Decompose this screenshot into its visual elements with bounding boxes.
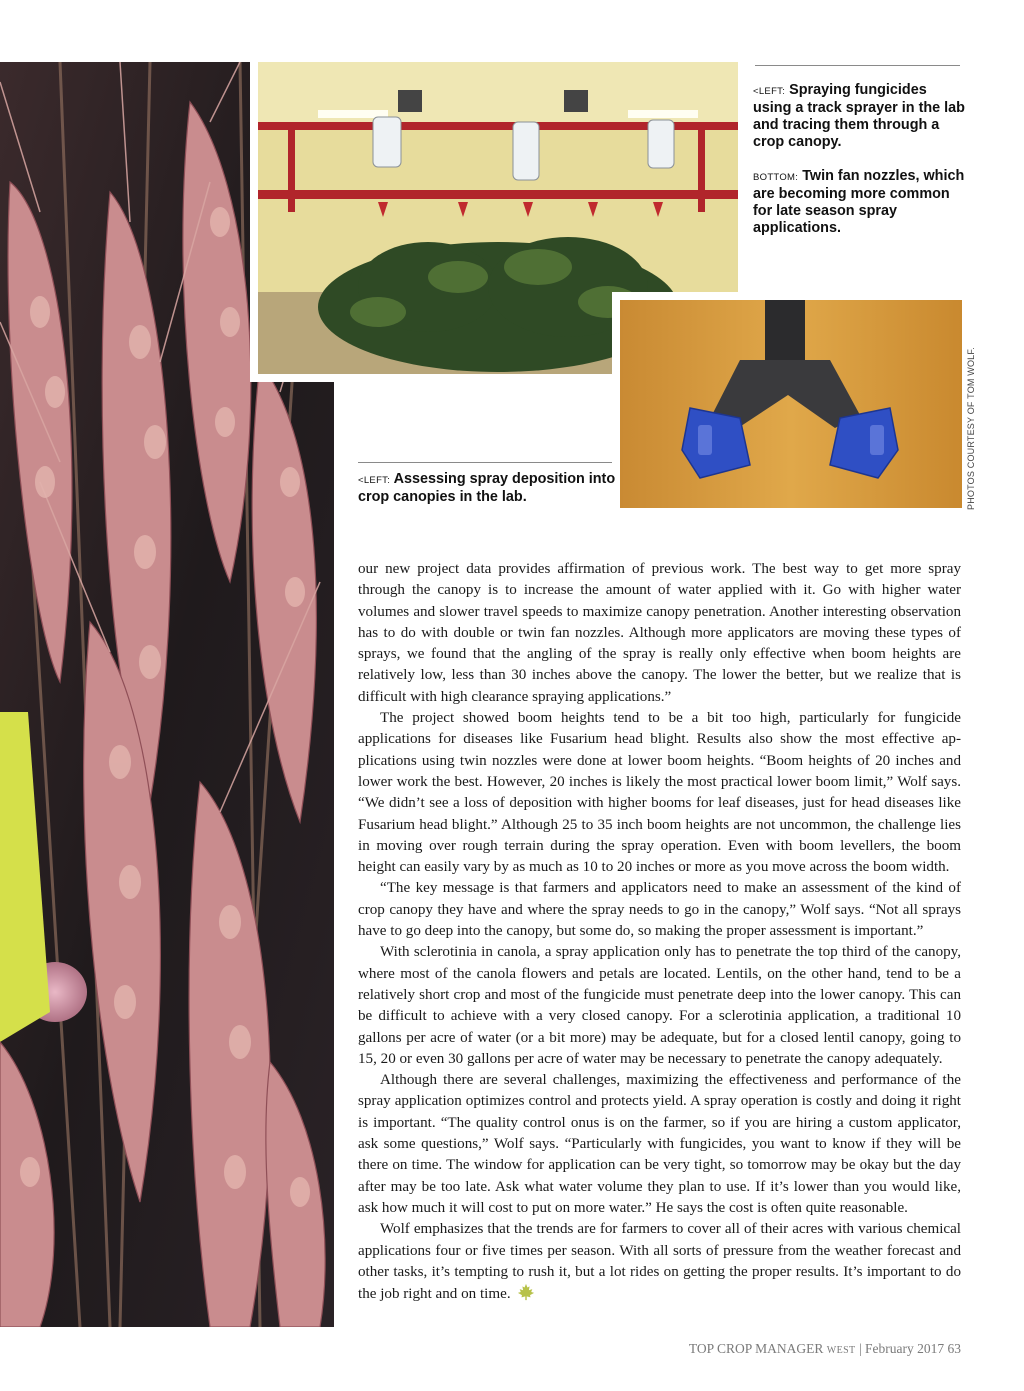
caption-rule xyxy=(755,65,960,66)
page-number: 63 xyxy=(947,1341,961,1356)
caption-bottom xyxy=(753,168,968,237)
issue-date: | February 2017 xyxy=(858,1341,945,1356)
photo-frame xyxy=(250,374,615,382)
article-paragraph: “The key message is that farmers and applicators need to make an assessment of the kind of crop canopy they have and where the spray needs to go in the canopy,” Wolf says. “Not all sprays have to go deep into the canopy, but some do, so making the proper assessment is important.” xyxy=(358,880,961,940)
article-paragraph: Although there are several challenges, maximizing the effectiveness and performance of the spray application optimizes control and protects yield. A spray operation is costly and doing it right is important. “The quality control onus is on the farmer, so if you are hiring a custom applicator, ask some questions,” Wolf says. “Particularly with fungicides, you want to know if they will be there on time. The window for application can be very tight, so tomorrow may be okay but the day after may be too late. Ask what water volume they plan to use. If it’s lower than you would like, ask how much it will cost to put on more water.” He says the cost is often quite reasonable. xyxy=(358,1072,961,1216)
caption-rule xyxy=(358,462,612,463)
caption-lower-left xyxy=(358,471,618,506)
caption-text: Spraying fungicides using a track sprayer in the lab and tracing them through a crop canopy. xyxy=(753,82,965,150)
caption-text: Twin fan nozzles, which are becoming more common for late season spray applications. xyxy=(753,168,965,236)
article-paragraph: our new project data provides affirmation of previous work. The best way to get more spray through the canopy is to increase the amount of water applied with it. Go with higher water volumes and slower travel speeds to maximize canopy penetration. Another interesting observation has to do with double or twin fan nozzles. Although more applicators are moving these types of sprays, we found that the angling of the spray is really only effective when boom heights are relatively low, less than 30 inches above the canopy. The lower the better, but we realize that is difficult with high clearance spraying applications.” xyxy=(358,561,961,705)
caption-text: Assessing spray deposition into crop canopies in the lab. xyxy=(358,471,616,505)
photo-credit: PHOTOS COURTESY OF TOM WOLF. xyxy=(966,347,976,510)
page-footer xyxy=(689,1341,961,1357)
article-paragraph-last xyxy=(358,1219,961,1305)
caption-group-right xyxy=(753,82,968,254)
twin-fan-nozzle-photo xyxy=(620,300,962,508)
maple-leaf-icon xyxy=(517,1283,535,1301)
article-body xyxy=(358,559,961,1305)
publication-name: TOP CROP MANAGER xyxy=(688,1341,824,1356)
caption-tag: BOTTOM: xyxy=(753,172,799,183)
article-paragraph: With sclerotinia in canola, a spray application only has to penetrate the top third of the canopy, where most of the canola flowers and petals are located. Lentils, on the other hand, tend to be a relatively short crop and most of the fungicide must penetrate deep into the lower canopy. This can be difficult to achieve with a very closed canopy. For a sclerotinia application, a traditional 10 gallons per acre of water (or a bit more) may be adequate, but for a closed lentil canopy, going to 15, 20 or even 30 gallons per acre of water may be necessary to penetrate the canopy adequately. xyxy=(358,944,961,1067)
article-paragraph-text: Wolf emphasizes that the trends are for farmers to cover all of their acres with various chemical applications four or five times per season. With all sorts of pressure from the weather forecast and other tasks, it’s tempting to rush it, but a lot rides on getting the proper results. It’s important to do the job right and on time. xyxy=(358,1221,961,1303)
article-paragraph: The project showed boom heights tend to be a bit too high, particularly for fungicide applications for diseases like Fusarium head blight. Results also show the most effective applications using twin nozzles were done at lower boom heights. “Boom heights of 20 inches and lower work the best. However, 20 inches is likely the most practical lower boom limit,” Wolf says. “We didn’t see a loss of deposition with higher booms for leaf diseases, just for head diseases like Fusarium head blight.” Although 25 to 35 inch boom heights are not uncommon, the challenge lies in moving over rough terrain during the spray operation. Even with boom levellers, the boom height can easily vary by as much as 10 to 20 inches or more as you move across the boom width. xyxy=(358,710,961,876)
caption-tag: <LEFT: xyxy=(358,475,391,486)
caption-top-right xyxy=(753,82,968,151)
publication-edition: WEST xyxy=(826,1345,856,1356)
caption-tag: <LEFT: xyxy=(753,86,786,97)
photo-frame xyxy=(250,62,258,382)
